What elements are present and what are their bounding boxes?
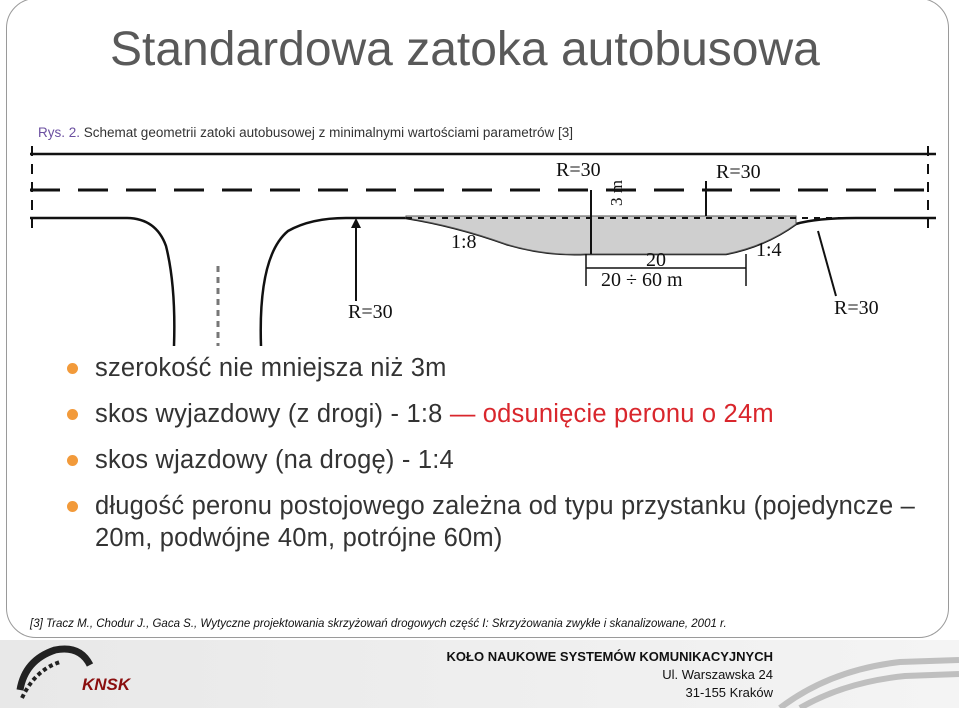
label-r3: R=30 (348, 301, 393, 323)
label-r1: R=30 (556, 159, 601, 181)
bullet-item (65, 444, 945, 476)
caption-text: Schemat geometrii zatoki autobusowej z minimalnymi wartościami parametrów (83, 125, 555, 140)
bullet-dot (67, 409, 78, 420)
bullet-item (65, 490, 945, 554)
bullet-highlight: — odsunięcie peronu o 24m (449, 400, 774, 428)
figure-caption (38, 125, 573, 140)
arrowhead-1 (351, 218, 361, 228)
bullet-dot (67, 363, 78, 374)
label-platform-range: 20 ÷ 60 m (601, 269, 683, 291)
footer-org: KOŁO NAUKOWE SYSTEMÓW KOMUNIKACYJNYCH (446, 649, 773, 664)
bus-bay-diagram (26, 146, 940, 346)
bullet-text: skos wjazdowy (na drogę) - 1:4 (95, 446, 454, 474)
radius-arrow-3 (818, 231, 836, 296)
bullet-text: skos wyjazdowy (z drogi) - 1:8 (95, 400, 450, 428)
bullet-item (65, 398, 945, 430)
caption-prefix: Rys. 2. (38, 125, 81, 140)
bullet-dot (67, 455, 78, 466)
bullet-item (65, 352, 945, 384)
label-slope-exit: 1:8 (451, 231, 477, 253)
logo-text: KNSK (82, 675, 131, 694)
footer-address (447, 648, 773, 702)
bullet-text: szerokość nie mniejsza niż 3m (95, 354, 447, 382)
label-r4: R=30 (834, 297, 879, 319)
footer-city: 31-155 Kraków (685, 685, 773, 700)
bullet-text: długość peronu postojowego zależna od typu przystanku (pojedyncze – 20m, podwójne 40m, potrójne 60m) (95, 492, 915, 552)
label-r2: R=30 (716, 161, 761, 183)
bullet-dot (67, 501, 78, 512)
label-slope-entry: 1:4 (756, 239, 782, 261)
footer-street: Ul. Warszawska 24 (662, 667, 773, 682)
label-platform-min: 20 (646, 249, 666, 271)
slide-title: Standardowa zatoka autobusowa (110, 23, 820, 76)
side-road-left-kerb (30, 218, 174, 346)
label-width: 3 m (607, 180, 626, 206)
caption-ref: [3] (557, 125, 573, 140)
reference-note: [3] Tracz M., Chodur J., Gaca S., Wytyczne projektowania skrzyżowań drogowych część I: Skrzyżowania zwykłe i skanalizowane, 2001 r. (30, 618, 727, 630)
bullet-list (65, 352, 945, 568)
